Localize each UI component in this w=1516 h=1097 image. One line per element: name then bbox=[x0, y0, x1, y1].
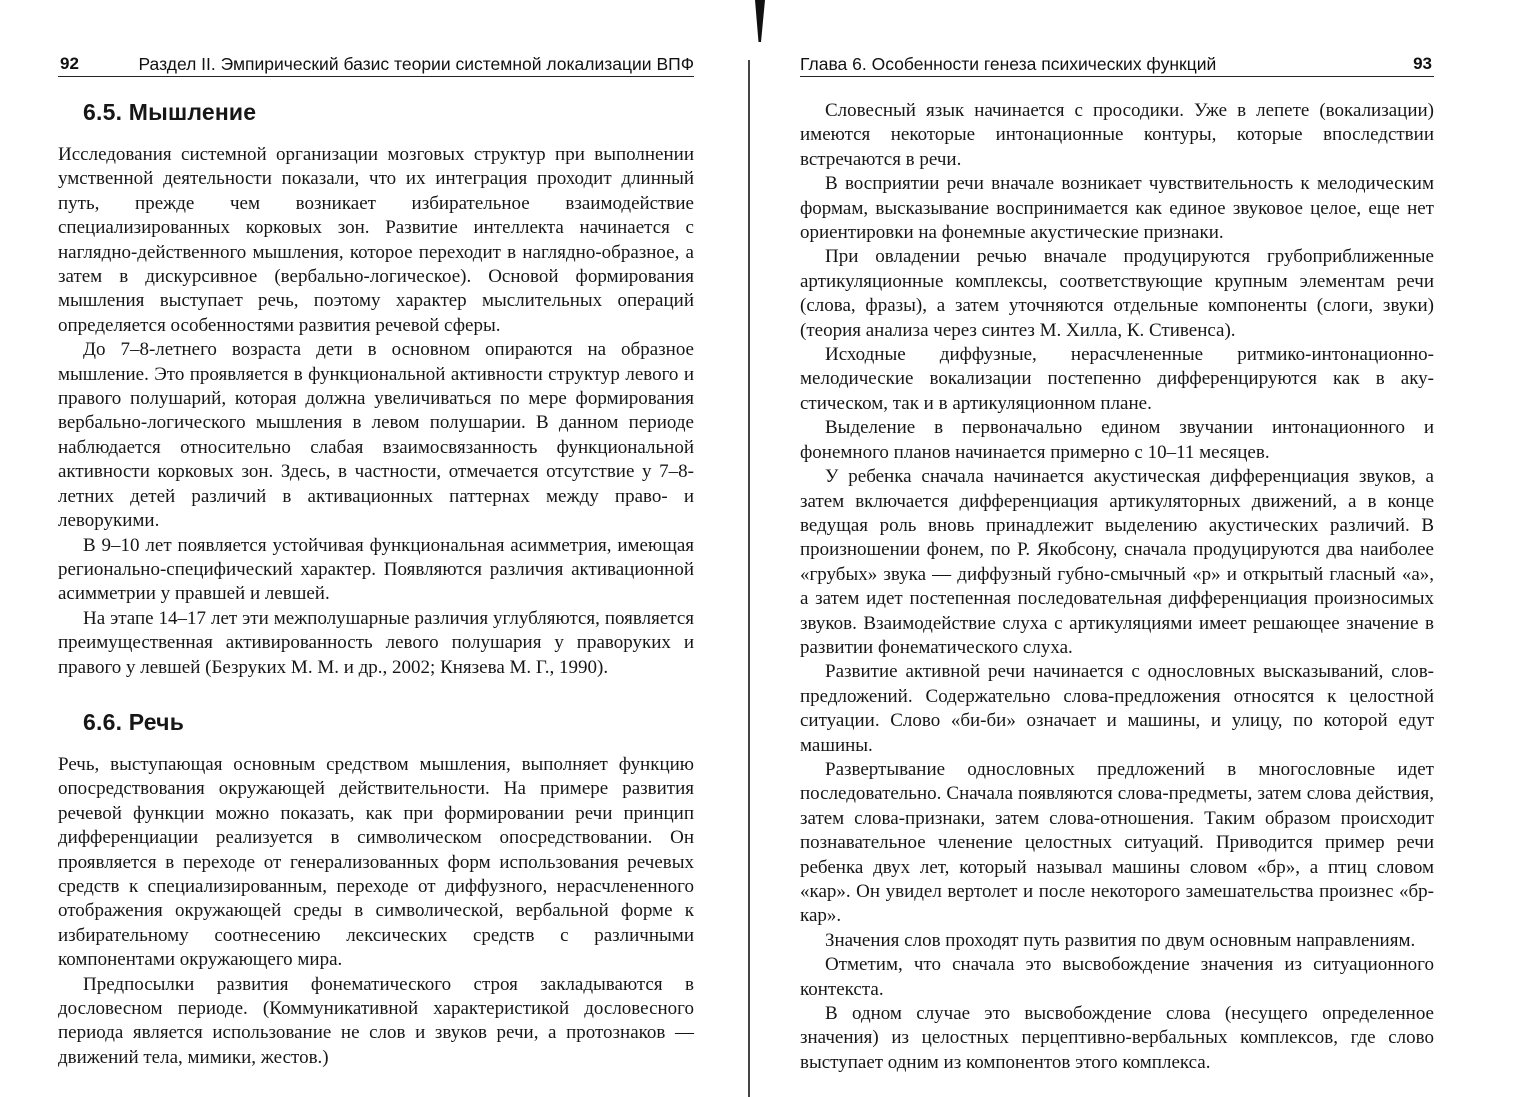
right-page-number: 93 bbox=[1413, 54, 1432, 73]
section-heading-thinking: 6.5. Мышление bbox=[83, 99, 257, 125]
paragraph: Предпосылки развития фонематического строя закладываются в дословесном периоде. (Коммуникативной характеристикой дословесного периода является использование не слов и звуков речи, а протознаков — движений тела, мимики, жестов.) bbox=[58, 973, 694, 1068]
paragraph: Развертывание однословных предложений в многословные идет последовательно. Сначала появляются слова-предметы, затем слова действия, затем слова-признаки, затем слова-отношения. Таким образом происходит познавательное членение целостных ситуаций. Приводится пример речи ребенка двух лет, который называл машины словом «бр», а птиц словом «кар». Он увидел вертолет и после некоторого замешательства произнес «бр-кар». bbox=[800, 758, 1434, 927]
section-thinking-body bbox=[58, 143, 694, 680]
paragraph: Выделение в первоначально едином звучании интонационного и фонемного планов начинается примерно с 10–11 месяцев. bbox=[800, 417, 1434, 463]
paragraph: Отметим, что сначала это высвобождение значения из ситуационного контекста. bbox=[800, 954, 1434, 1000]
paragraph: При овладении речью вначале продуцируются грубоприближенные артикуляционные комплексы, соответствующие крупным элементам речи (слова, фразы), а затем уточняются отдельные компоненты (слоги, звуки) (теория анализа через синтез М. Хилла, К. Стивенса). bbox=[800, 246, 1434, 341]
paragraph: Исходные диффузные, нерасчлененные ритмико-интонационно-мелодические вокализации постепенно дифференцируются как в акустическом, так и в артикуляционном плане. bbox=[800, 344, 1434, 414]
left-page-number: 92 bbox=[60, 54, 79, 73]
right-header-title: Глава 6. Особенности генеза психических функций bbox=[800, 54, 1217, 74]
binding-shadow bbox=[755, 0, 765, 42]
page-gutter-line bbox=[748, 60, 750, 1097]
paragraph: У ребенка сначала начинается акустическая дифференциация звуков, а затем включается дифференциация артикуляторных движений, а в конце ведущая роль вновь принадлежит выделению акустических различий. В произношении фонем, по Р. Якобсону, сначала продуцируются два наиболее «грубых» звука — диффузный губно-смычный «р» и открытый гласный «а», а затем идет постепенная последовательная дифференциация произносимых звуков. Взаимодействие слуха с артикуляциями имеет решающее значение в развитии фонематического слуха. bbox=[800, 466, 1434, 658]
left-header-title: Раздел II. Эмпирический базис теории системной локализации ВПФ bbox=[138, 54, 694, 74]
paragraph: До 7–8-летнего возраста дети в основном опираются на образное мышление. Это проявляется в функциональной активности структур левого и правого полушарий, которая должна увеличиваться по мере формирования вербально-логического мышления в левом полушарии. В данном периоде наблюдается относительно слабая взаимосвязанность функциональной активности корковых зон. Здесь, в частности, отмечается отсутствие у 7–8-летних детей различий в активационных паттернах между право- и леворукими. bbox=[58, 339, 694, 532]
left-running-header bbox=[58, 54, 694, 77]
section-heading-speech: 6.6. Речь bbox=[83, 709, 185, 735]
paragraph: Развитие активной речи начинается с однословных высказываний, слов-предложений. Содержательно слова-предложения относятся к целостной ситуации. Слово «би-би» означает и машины, и улицу, по которой едут машины. bbox=[800, 661, 1434, 756]
right-running-header bbox=[800, 54, 1434, 77]
paragraph: В одном случае это высвобождение слова (несущего определенное значения) из целостных перцептивно-вербальных комплексов, где слово выступает одним из компонентов этого комплекса. bbox=[800, 1003, 1434, 1073]
paragraph: Речь, выступающая основным средством мышления, выполняет функцию опосредствования окружающей действительности. На примере развития речевой функции можно показать, как при формировании речи принцип дифференциации реализуется в символическом опосредствовании. Он проявляется в переходе от генерализованных форм использования речевых средств к специализированным, переходе от диффузного, нерасчлененного отображения окружающей среды в символической, вербальной форме к избирательному соотнесению лексических средств с различными компонентами окружающего мира. bbox=[58, 754, 694, 971]
right-page-body bbox=[800, 99, 1434, 1075]
paragraph: Исследования системной организации мозговых структур при выполнении умственной деятельности показали, что их интеграция проходит длинный путь, прежде чем возникает избирательное взаимодействие специализированных корковых зон. Развитие интеллекта начинается с наглядно-действенного мышления, которое переходит в наглядно-образное, а затем в дискурсивное (вербально-логическое). Основой формирования мышления выступает речь, поэтому характер мыслительных операций определяется особенностями развития речевой сферы. bbox=[58, 144, 694, 336]
paragraph: В 9–10 лет появляется устойчивая функциональная асимметрия, имеющая регионально-специфический характер. Появляются различия активационной асимметрии у правшей и левшей. bbox=[58, 534, 694, 605]
right-page bbox=[800, 0, 1434, 1097]
paragraph: В восприятии речи вначале возникает чувствительность к мелодическим формам, высказывание воспринимается как единое звуковое целое, еще нет ориентировки на фонемные акустические признаки. bbox=[800, 173, 1434, 244]
left-page bbox=[58, 0, 694, 1097]
paragraph: На этапе 14–17 лет эти межполушарные различия углубляются, появляется преимущественная активированность левого полушария у праворуких и правого у левшей (Безруких М. М. и др., 2002; Князева М. Г., 1990). bbox=[58, 607, 694, 678]
paragraph: Значения слов проходят путь развития по двум основным направлениям. bbox=[825, 929, 1416, 951]
section-speech-body bbox=[58, 753, 694, 1070]
paragraph: Словесный язык начинается с просодики. Уже в лепете (вокализации) имеются некоторые интонационные контуры, которые впоследствии встречаются в речи. bbox=[800, 100, 1434, 170]
